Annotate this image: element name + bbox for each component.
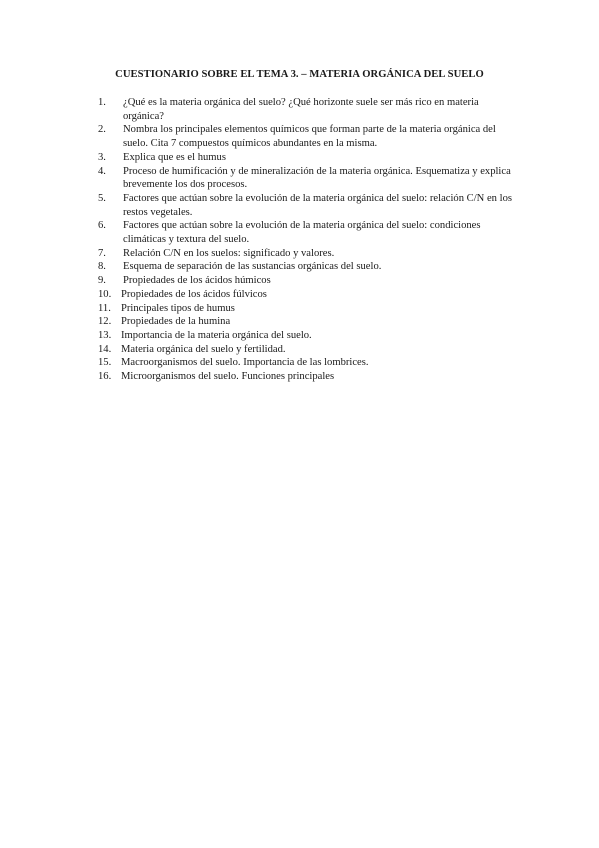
list-item (98, 123, 518, 150)
question-number: 9. (98, 275, 106, 287)
question-number: 6. (98, 220, 106, 232)
question-number: 2. (98, 124, 106, 136)
question-text: Macroorganismos del suelo. Importancia de las lombrices. (121, 357, 369, 369)
question-text: Nombra los principales elementos químicos que forman parte de la materia orgánica del suelo. Cita 7 compuestos químicos abundantes en la misma. (123, 124, 496, 150)
question-text: Propiedades de la humina (121, 316, 231, 328)
list-item (98, 219, 518, 246)
list-item (98, 274, 518, 288)
question-number: 1. (98, 97, 106, 108)
question-text: Factores que actúan sobre la evolución de la materia orgánica del suelo: condiciones climáticas y textura del suelo. (123, 220, 481, 246)
question-text: Propiedades de los ácidos fúlvicos (121, 288, 267, 300)
question-number: 10. (98, 288, 112, 300)
list-item (98, 247, 518, 261)
question-number: 14. (98, 343, 112, 355)
question-number: 8. (98, 261, 106, 273)
list-item (98, 315, 518, 329)
question-text: Microorganismos del suelo. Funciones principales (121, 371, 335, 383)
question-text: Relación C/N en los suelos: significado y valores. (123, 247, 335, 259)
question-text: Propiedades de los ácidos húmicos (123, 275, 271, 287)
list-item (98, 356, 518, 370)
list-item (98, 151, 518, 165)
list-item (98, 329, 518, 343)
question-number: 16. (98, 371, 112, 383)
question-number: 4. (98, 165, 106, 177)
list-item (98, 96, 518, 123)
question-number: 13. (98, 329, 112, 341)
question-text: Principales tipos de humus (121, 302, 235, 314)
page-title: CUESTIONARIO SOBRE EL TEMA 3. – MATERIA ORGÁNICA DEL SUELO (115, 69, 484, 80)
list-item (98, 370, 518, 384)
question-text: Importancia de la materia orgánica del suelo. (121, 329, 312, 341)
question-number: 5. (98, 192, 106, 204)
question-number: 12. (98, 316, 112, 328)
list-item (98, 343, 518, 357)
list-item (98, 165, 518, 192)
question-text: Proceso de humificación y de mineralización de la materia orgánica. Esquematiza y explica brevemente los dos procesos. (123, 165, 511, 191)
question-number: 11. (98, 302, 111, 314)
list-item (98, 302, 518, 316)
question-list (98, 96, 518, 384)
question-number: 15. (98, 357, 112, 369)
question-number: 3. (98, 151, 106, 163)
list-item (98, 260, 518, 274)
question-text: Factores que actúan sobre la evolución de la materia orgánica del suelo: relación C/N en los restos vegetales. (123, 192, 512, 218)
question-text: Esquema de separación de las sustancias orgánicas del suelo. (123, 261, 382, 273)
question-text: ¿Qué es la materia orgánica del suelo? ¿Qué horizonte suele ser más rico en materia orgánica? (123, 97, 479, 122)
list-item (98, 192, 518, 219)
question-text: Explica que es el humus (123, 151, 226, 163)
list-item (98, 288, 518, 302)
question-number: 7. (98, 247, 106, 259)
question-text: Materia orgánica del suelo y fertilidad. (121, 343, 286, 355)
